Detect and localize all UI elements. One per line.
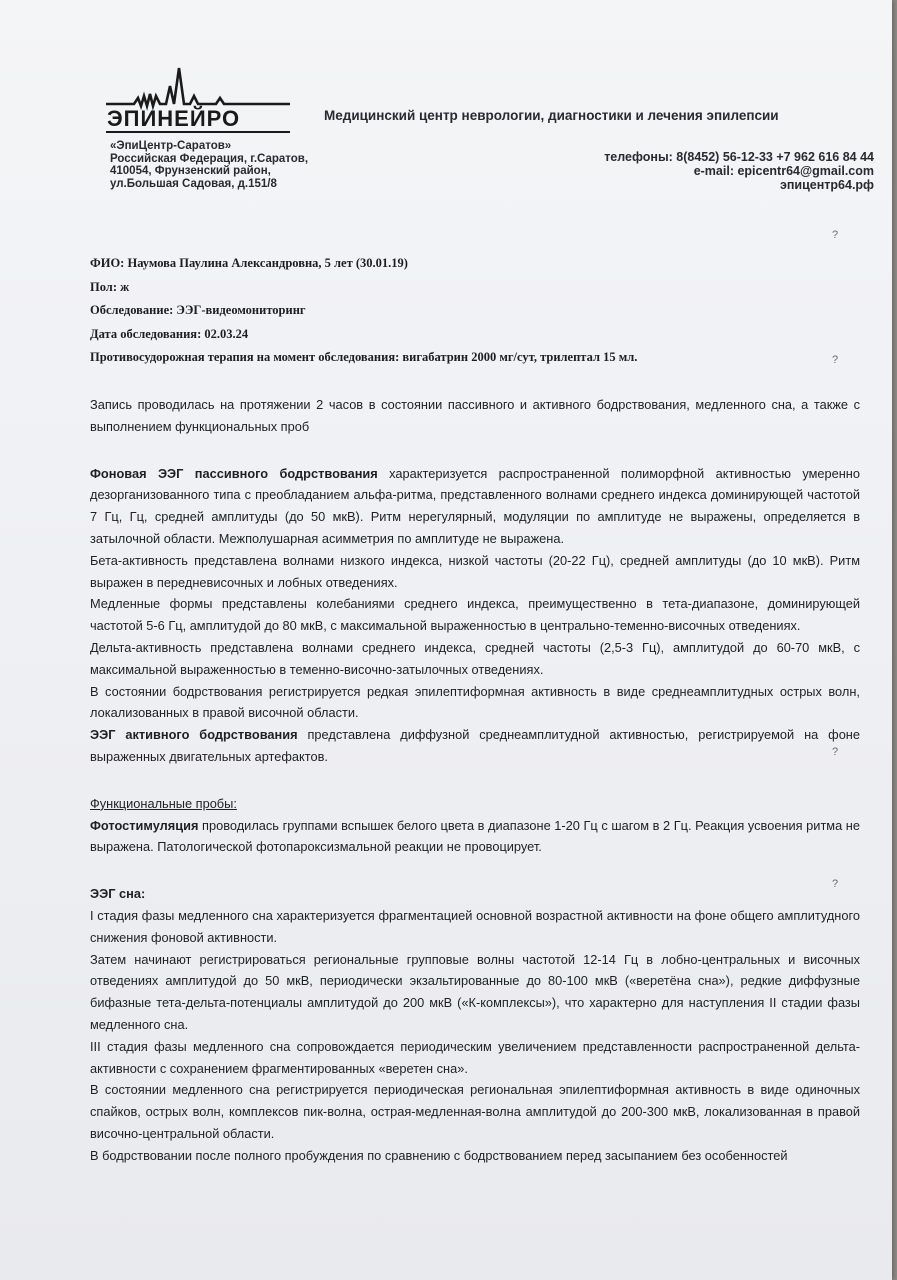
- delta-paragraph: Дельта-активность представлена волнами среднего индекса, средней частоты (2,5-3 Гц), амплитудой до 60-70 мкВ, с максимальной выраженностью в теменно-височно-затылочных отведениях.: [90, 639, 860, 677]
- sleep-eeg-heading: ЭЭГ сна:: [90, 886, 146, 902]
- website: эпицентр64.рф: [779, 178, 874, 192]
- photostimulation-text: проводилась группами вспышек белого цвета в диапазоне 1-20 Гц с шагом в 2 Гц. Реакция усвоения ритма не выражена. Патологической фотопароксизмальной реакции не провоцирует.: [90, 817, 860, 855]
- address-line: ул.Большая Садовая, д.151/8: [110, 177, 277, 190]
- sleep-stage2-paragraph: Затем начинают регистрироваться региональные групповые волны частотой 12-14 Гц в лобно-центральных и височных отведениях амплитудой до 50 мкВ, периодически экзальтированные до 80-100 мкВ («веретёна сна»), редкие диффузные бифазные тета-дельта-потенциалы амплитудой до 200 мкВ («К-комплексы»), что характерно для наступления II стадии фазы медленного сна.: [90, 951, 860, 1032]
- address-line: 410054, Фрунзенский район,: [110, 165, 271, 177]
- logo-wordmark: ЭПИНЕЙРО: [107, 106, 241, 131]
- sleep-stage1-paragraph: I стадия фазы медленного сна характеризуется фрагментацией основной возрастной активности на фоне общего амплитудного снижения фоновой активности.: [90, 907, 860, 945]
- passive-wake-paragraph: [90, 463, 860, 550]
- wake-after-sleep-paragraph: В бодрствовании после полного пробуждения по сравнению с бодрствованием перед засыпанием без особенностей: [90, 1147, 788, 1163]
- patient-sex: Пол: ж: [90, 279, 130, 294]
- phone-numbers: телефоны: 8(8452) 56-12-33 +7 962 616 84 44: [604, 150, 874, 164]
- intro-paragraph: Запись проводилась на протяжении 2 часов в состоянии пассивного и активного бодрствования, медленного сна, а также с выполнением функциональных проб: [90, 397, 860, 434]
- margin-mark: ?: [832, 354, 839, 366]
- passive-wake-heading: Фоновая ЭЭГ пассивного бодрствования: [90, 465, 378, 481]
- sleep-epi-paragraph: В состоянии медленного сна регистрируется периодическая региональная эпилептиформная активность в виде одиночных спайков, острых волн, комплексов пик-волна, острая-медленная-волна амплитудой до 200-300 мкВ, локализованная в правой височно-центральной области.: [90, 1082, 860, 1141]
- active-wake-heading: ЭЭГ активного бодрствования: [90, 727, 298, 743]
- clinic-address: [110, 140, 308, 190]
- margin-mark: ?: [832, 746, 839, 758]
- report-body: [90, 394, 860, 1167]
- exam-type: Обследование: ЭЭГ-видеомониторинг: [90, 303, 306, 317]
- photostimulation-paragraph: [90, 815, 860, 859]
- margin-mark: ?: [832, 229, 839, 241]
- margin-mark: ?: [832, 878, 839, 890]
- passive-wake-text: характеризуется распространенной полиморфной активностью умеренно дезорганизованного типа с преобладанием альфа-ритма, представленного волнами среднего индекса доминирующей частотой 7 Гц, Гц, средней амплитуды (до 50 мкВ). Ритм нерегулярный, модуляции по амплитуде не выражены, определяется в затылочной области. Межполушарная асимметрия по амплитуде не выражена.: [90, 465, 860, 546]
- therapy-info: Противосудорожная терапия на момент обследования: вигабатрин 2000 мг/сут, трилептал 15 мл.: [90, 350, 638, 364]
- patient-info: [90, 256, 637, 374]
- slow-waves-paragraph: Медленные формы представлены колебаниями среднего индекса, преимущественно в тета-диапазоне, доминирующей частотой 5-6 Гц, амплитудой до 80 мкВ, с максимальной выраженностью в центрально-теменно-височных отведениях.: [90, 596, 860, 634]
- email-address: e-mail: epicentr64@gmail.com: [693, 164, 874, 178]
- clinic-title: Медицинский центр неврологии, диагностики и лечения эпилепсии: [324, 108, 779, 123]
- functional-tests-heading: Функциональные пробы:: [90, 795, 237, 811]
- active-wake-text: представлена диффузной среднеамплитудной активностью, регистрируемой на фоне выраженных двигательных артефактов.: [90, 727, 860, 764]
- patient-name: ФИО: Наумова Паулина Александровна, 5 лет (30.01.19): [90, 256, 408, 270]
- active-wake-paragraph: [90, 724, 860, 768]
- photostimulation-heading: Фотостимуляция: [90, 817, 199, 833]
- beta-paragraph: Бета-активность представлена волнами низкого индекса, низкой частоты (20-22 Гц), средней амплитуды (до 10 мкВ). Ритм выражен в передневисочных и лобных отведениях.: [90, 552, 860, 590]
- address-line: «ЭпиЦентр-Саратов»: [110, 140, 232, 152]
- exam-date: Дата обследования: 02.03.24: [90, 326, 249, 341]
- clinic-contacts: [604, 150, 874, 192]
- epi-awake-paragraph: В состоянии бодрствования регистрируется редкая эпилептиформная активность в виде среднеамплитудных острых волн, локализованных в правой височной области.: [90, 683, 860, 721]
- sleep-stage3-paragraph: III стадия фазы медленного сна сопровождается периодическим увеличением представленности распространенной дельта-активности с сохранением фрагментированных «веретен сна».: [90, 1038, 860, 1076]
- address-line: Российская Федерация, г.Саратов,: [110, 152, 309, 165]
